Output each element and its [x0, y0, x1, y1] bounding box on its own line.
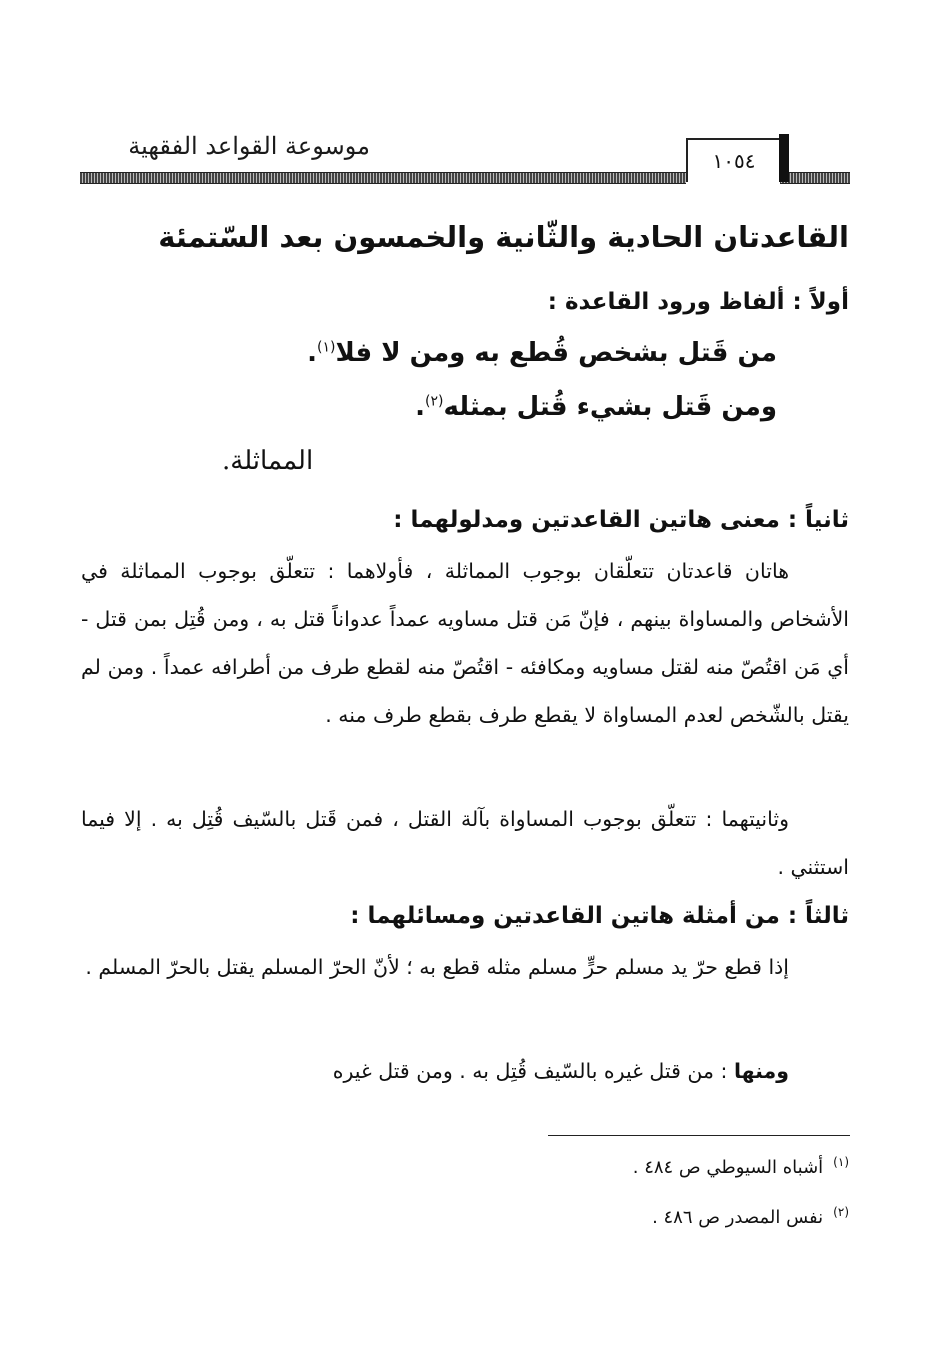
- section-title-3: ثالثاً : من أمثلة هاتين القاعدتين ومسائلهما :: [350, 903, 849, 929]
- paragraph-example-2: [81, 1047, 849, 1095]
- paragraph-meaning-1: هاتان قاعدتان تتعلّقان بوجوب المماثلة ، فأولاهما : تتعلّق بوجوب المماثلة في الأشخاص والمساواة بينهم ، فإنّ مَن قتل مساويه عمداً عدواناً قتل به ، ومن قُتِل بمن قتل - أي مَن اقتُصّ منه لقتل مساويه ومكافئه - اقتُصّ منه لقطع طرف من أطرافه عمداً . ومن لم يقتل بالشّخص لعدم المساواة لا يقطع طرف بقطع طرف منه .: [81, 559, 849, 727]
- paragraph-meaning-2: وثانيتهما : تتعلّق بوجوب المساواة بآلة القتل ، فمن قَتل بالسّيف قُتِل به . إلا فيما استثني .: [81, 807, 849, 879]
- page-number: ١٠٥٤: [686, 138, 782, 182]
- footnote-text: نفس المصدر ص ٤٨٦ .: [652, 1207, 824, 1228]
- rule-text-2-body: ومن قَتل بشيء قُتل بمثله: [443, 392, 777, 422]
- rule-text-2: ومن قَتل بشيء قُتل بمثله$^{(٢)}$.: [415, 392, 777, 422]
- section-title-2: ثانياً : معنى هاتين القاعدتين ومدلولهما :: [393, 507, 849, 533]
- footnote-ref-1: (١): [316, 339, 336, 356]
- paragraph-lead: ومنها: [733, 1059, 789, 1083]
- footnote-ref-2: (٢): [424, 393, 444, 410]
- page-number-bar: [779, 134, 789, 182]
- paragraph-example-1: إذا قطع حرّ يد مسلم حرٍّ مسلم مثله قطع به ؛ لأنّ الحرّ المسلم يقتل بالحرّ المسلم .: [85, 955, 789, 979]
- footnote-text: أشباه السيوطي ص ٤٨٤ .: [632, 1157, 824, 1178]
- footnote-number: (١): [833, 1155, 849, 1169]
- rule-text-1: من قَتل بشخص قُطع به ومن لا فلا$^{(١)}$.: [307, 338, 777, 368]
- running-title: موسوعة القواعد الفقهية: [128, 132, 370, 160]
- footnote-2: [652, 1205, 849, 1228]
- paragraph-example-2-body: : من قتل غيره بالسّيف قُتِل به . ومن قتل غيره: [332, 1059, 734, 1083]
- main-heading: القاعدتان الحادية والثّانية والخمسون بعد السّتمئة: [158, 220, 849, 254]
- footnote-number: (٢): [833, 1205, 849, 1219]
- rule-text-1-body: من قَتل بشخص قُطع به ومن لا فلا: [335, 338, 777, 368]
- stray-word: المماثلة.: [222, 446, 314, 476]
- footnote-1: [633, 1155, 849, 1178]
- section-title-1: أولاً : ألفاظ ورود القاعدة :: [547, 289, 849, 315]
- footnote-separator: [548, 1135, 850, 1136]
